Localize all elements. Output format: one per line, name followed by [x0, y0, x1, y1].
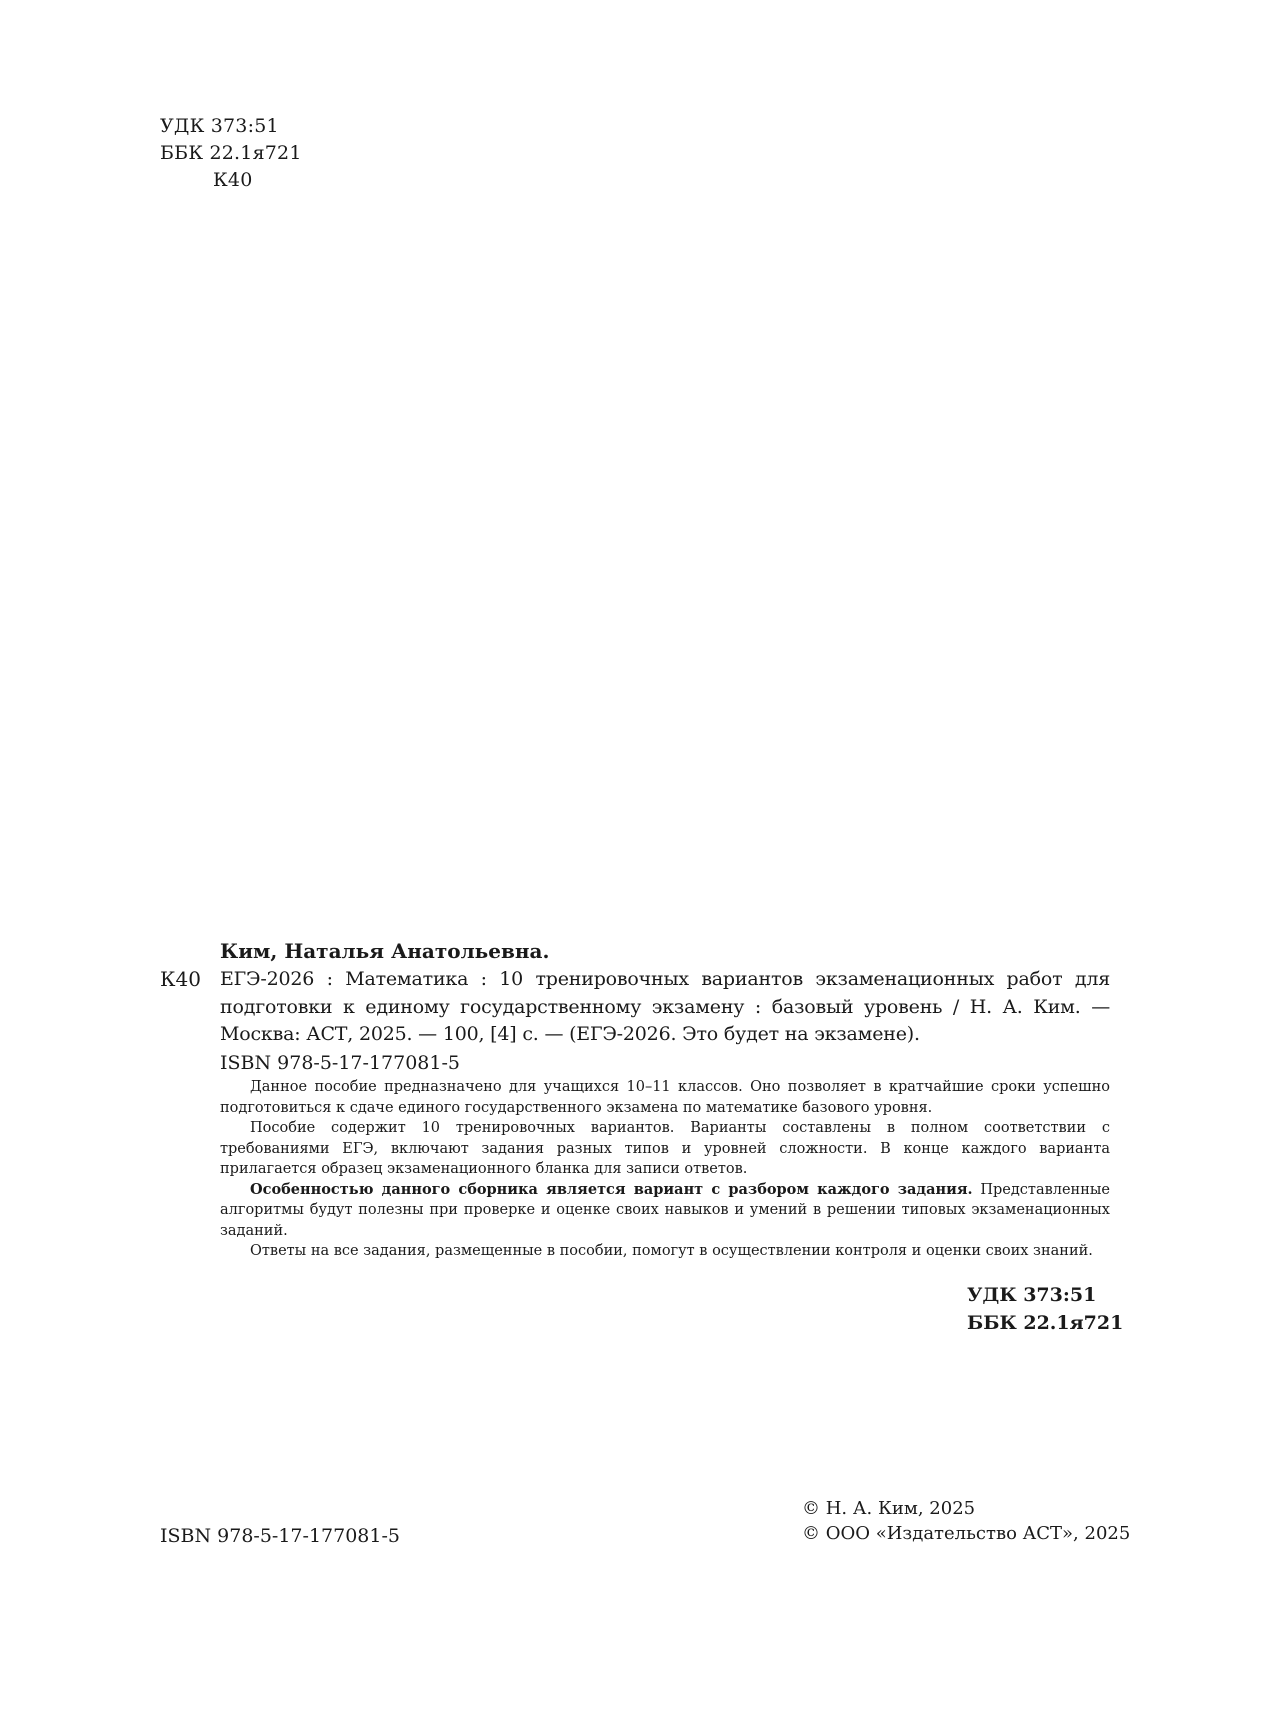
annotation-paragraph: Данное пособие предназначено для учащихся 10–11 классов. Оно позволяет в кратчайшие сроки успешно подготовиться к сдаче единого государственного экзамена по математике базового уровня. [220, 1079, 1110, 1116]
copyright-notices [802, 1496, 1130, 1546]
footer-isbn: ISBN 978-5-17-177081-5 [160, 1525, 400, 1547]
author-mark: К40 [213, 169, 253, 191]
annotation-highlight: Особенностью данного сборника является вариант с разбором каждого задания. [250, 1180, 973, 1198]
bbk-code: ББК 22.1я721 [160, 142, 302, 164]
annotation-paragraph: Ответы на все задания, размещенные в пособии, помогут в осуществлении контроля и оценки своих знаний. [250, 1243, 1093, 1259]
author-name: Ким, Наталья Анатольевна. [220, 939, 550, 963]
bibliographic-entry [160, 937, 1110, 1077]
annotation-text: Представленные алгоритмы будут полезны при проверке и оценке своих навыков и умений в решении типовых экзаменационных заданий. [220, 1181, 1110, 1239]
copyright-publisher: © ООО «Издательство АСТ», 2025 [802, 1523, 1131, 1544]
classification-codes-bottom [967, 1282, 1123, 1337]
classification-codes-top [160, 113, 302, 194]
udk-code-bottom: УДК 373:51 [967, 1284, 1097, 1306]
udk-code: УДК 373:51 [160, 115, 279, 137]
annotation [220, 1077, 1110, 1262]
annotation-paragraph [220, 1180, 1110, 1242]
entry-author-mark: К40 [160, 967, 201, 991]
copyright-author: © Н. А. Ким, 2025 [802, 1498, 976, 1519]
bibliographic-description [160, 966, 1110, 1049]
annotation-paragraph: Пособие содержит 10 тренировочных вариантов. Варианты составлены в полном соответствии с требованиями ЕГЭ, включают задания разных типов и уровней сложности. В конце каждого варианта прилагается образец экзаменационного бланка для записи ответов. [220, 1120, 1110, 1177]
description-text: ЕГЭ-2026 : Математика : 10 тренировочных вариантов экзаменационных работ для подготовки к единому государственному экзамену : базовый уровень / Н. А. Ким. — Москва: АСТ, 2025. — 100, [4] с. — (ЕГЭ-2026. Это будет на экзамене). [220, 968, 1110, 1045]
bbk-code-bottom: ББК 22.1я721 [967, 1311, 1124, 1334]
entry-isbn: ISBN 978-5-17-177081-5 [220, 1051, 460, 1074]
